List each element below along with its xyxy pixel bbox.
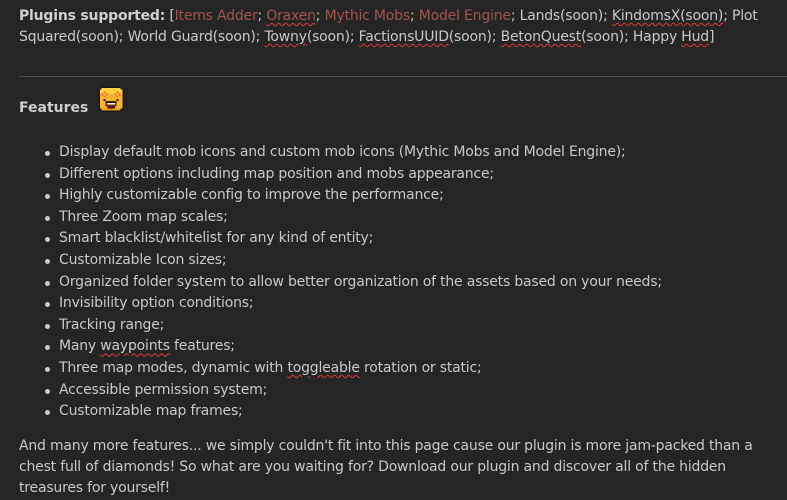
plugin-lands: Lands(soon)	[519, 8, 604, 24]
list-item	[19, 207, 662, 229]
list-item-text: Tracking range;	[59, 316, 165, 333]
separator: ;	[315, 8, 325, 24]
bullet-icon	[45, 216, 50, 221]
plugin-link-items-adder[interactable]: Items Adder	[174, 8, 258, 24]
list-item-text: Invisibility option conditions;	[59, 295, 254, 312]
list-item	[19, 142, 662, 164]
spellcheck-word: waypoints	[100, 338, 170, 355]
list-item	[19, 358, 662, 380]
list-item	[19, 164, 662, 186]
list-item-text: Organized folder system to allow better organization of the assets based on your needs;	[59, 273, 662, 290]
list-item-text: Different options including map position and mobs appearance;	[59, 165, 494, 182]
list-item	[19, 250, 662, 272]
list-item	[19, 401, 662, 423]
outro-paragraph: And many more features... we simply couldn't fit into this page cause our plugin is more jam-packed than a chest full of diamonds! So what are you waiting for? Download our plugin and discover all of the hidden treasures for yourself!	[19, 438, 753, 496]
spellcheck-word: toggleable	[287, 359, 360, 376]
bullet-icon	[45, 151, 50, 156]
bullet-icon	[45, 324, 50, 329]
separator: ;	[409, 8, 419, 24]
list-item-text: Three map modes, dynamic with toggleable rotation or static;	[59, 359, 482, 376]
plugin-factionsuuid: FactionsUUID(soon)	[358, 29, 492, 45]
plugin-happy-hud: Happy Hud	[632, 29, 709, 45]
separator: ;	[491, 29, 501, 45]
plugin-happy-hud-suffix: Hud	[681, 29, 709, 45]
plugin-kindomsx: KindomsX(soon)	[611, 8, 724, 24]
list-item	[19, 315, 662, 337]
plugin-link-model-engine[interactable]: Model Engine	[418, 8, 511, 24]
plugins-supported-paragraph	[19, 6, 779, 48]
separator: ;	[349, 29, 359, 45]
section-divider	[19, 76, 787, 77]
bullet-icon	[45, 259, 50, 264]
bullet-icon	[45, 237, 50, 242]
list-item	[19, 336, 662, 358]
plugin-towny-name: Towny	[264, 29, 307, 45]
plugin-link-oraxen[interactable]: Oraxen	[266, 8, 316, 24]
list-item	[19, 380, 662, 402]
bullet-icon	[45, 345, 50, 350]
plugin-towny: Towny(soon)	[264, 29, 350, 45]
separator: ;	[624, 29, 633, 45]
open-bracket: [	[165, 8, 175, 24]
plugin-world-guard: World Guard(soon)	[127, 29, 256, 45]
list-item-text: Customizable map frames;	[59, 403, 243, 420]
list-item	[19, 185, 662, 207]
star-struck-emoji-icon	[96, 84, 126, 114]
bullet-icon	[45, 410, 50, 415]
bullet-icon	[45, 302, 50, 307]
features-heading	[19, 88, 126, 118]
list-item-text: Display default mob icons and custom mob icons (Mythic Mobs and Model Engine);	[59, 144, 626, 160]
plugin-betonquest: BetonQuest(soon)	[500, 29, 625, 45]
list-item-text: Many waypoints features;	[59, 338, 235, 355]
list-item	[19, 293, 662, 315]
list-item-text: Smart blacklist/whitelist for any kind of entity;	[59, 230, 374, 247]
separator: ;	[255, 29, 265, 45]
separator: ;	[510, 8, 520, 24]
bullet-icon	[45, 173, 50, 178]
bullet-icon	[45, 389, 50, 394]
separator: ;	[723, 8, 732, 24]
close-bracket: ]	[708, 29, 715, 45]
list-item-text: Accessible permission system;	[59, 381, 268, 398]
plugins-supported-label: Plugins supported:	[19, 8, 166, 24]
list-item-text: Customizable Icon sizes;	[59, 251, 227, 268]
list-item-text: Three Zoom map scales;	[59, 208, 228, 225]
separator: ;	[118, 29, 128, 45]
list-item	[19, 228, 662, 250]
separator: ;	[603, 8, 612, 24]
list-item-text: Highly customizable config to improve the performance;	[59, 187, 444, 204]
bullet-icon	[45, 194, 50, 199]
plugin-plot-squared: Plot Squared(soon)	[19, 8, 758, 45]
list-item	[19, 272, 662, 294]
features-title: Features	[19, 100, 89, 116]
bullet-icon	[45, 367, 50, 372]
separator: ;	[257, 8, 267, 24]
plugin-link-mythic-mobs[interactable]: Mythic Mobs	[324, 8, 410, 24]
plugin-factionsuuid-name: FactionsUUID	[358, 29, 449, 45]
features-list	[19, 142, 662, 423]
bullet-icon	[45, 281, 50, 286]
plugin-betonquest-name: BetonQuest	[500, 29, 582, 45]
